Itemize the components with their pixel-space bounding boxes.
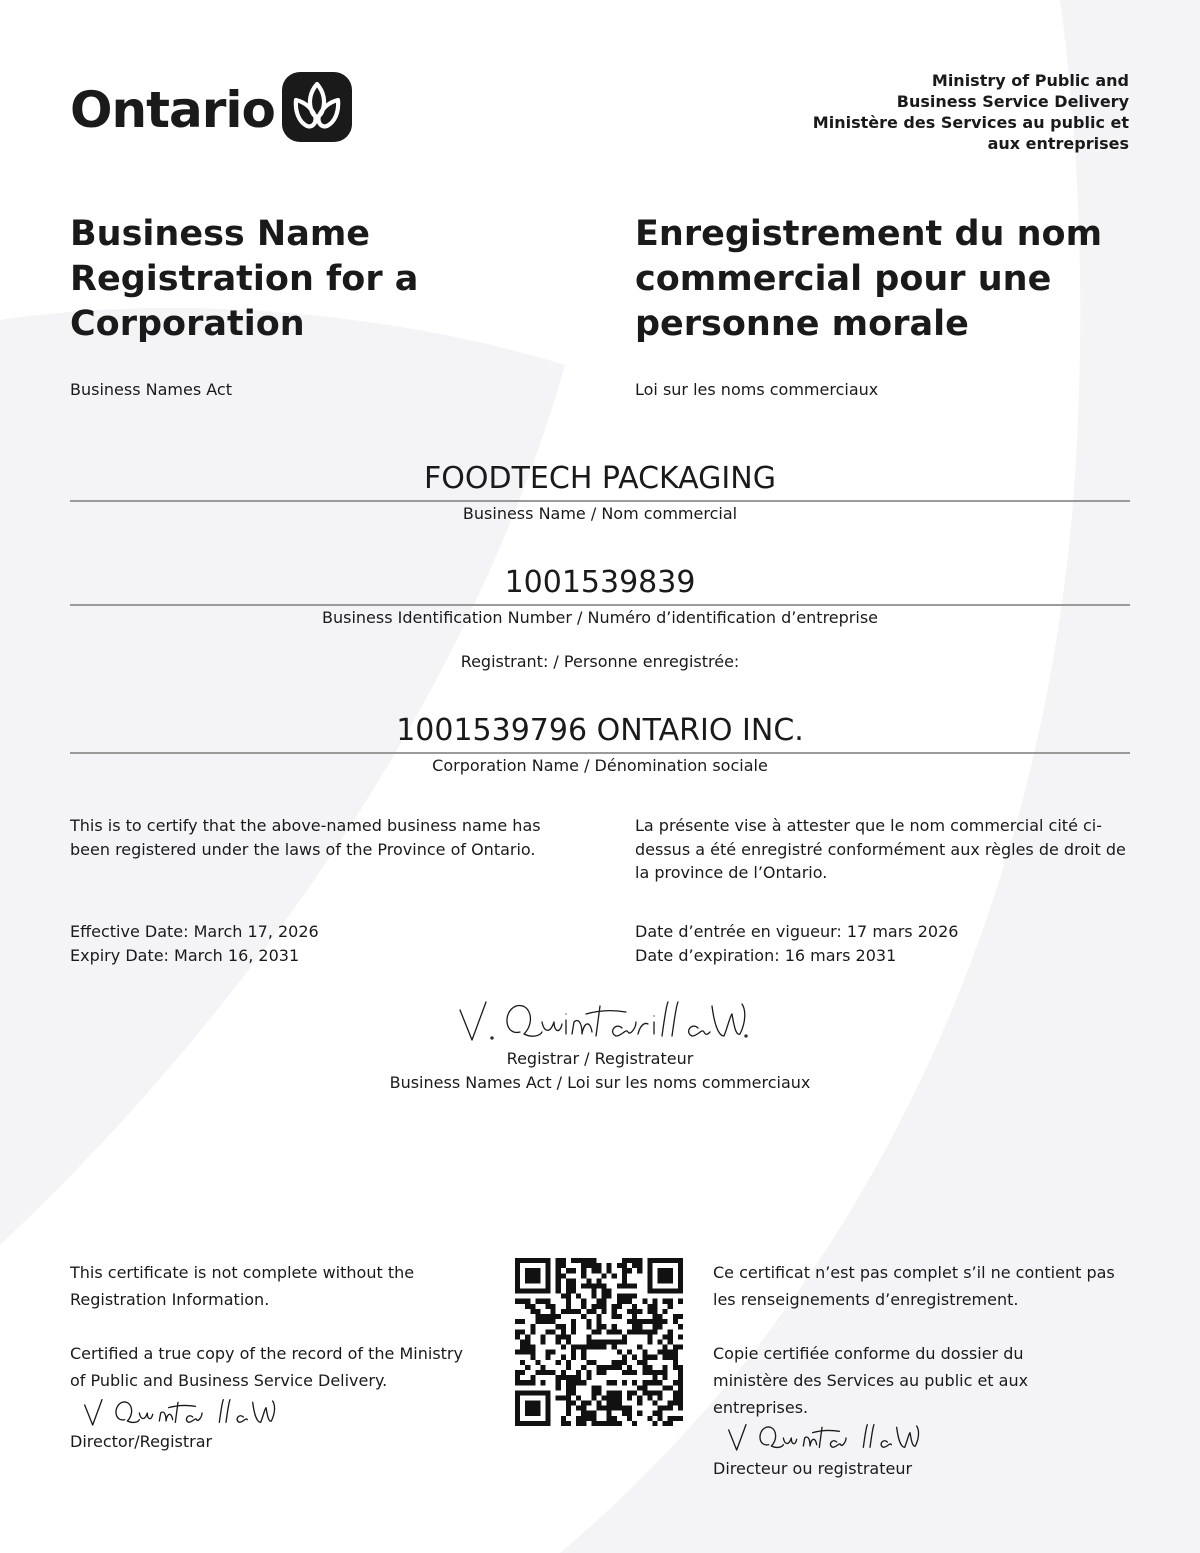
ministry-line: Business Service Delivery bbox=[896, 92, 1129, 111]
title-line: Enregistrement du nom bbox=[635, 214, 1103, 254]
director-role-french: Directeur ou registrateur bbox=[713, 1459, 913, 1478]
registrar-act: Business Names Act / Loi sur les noms commerciaux bbox=[389, 1073, 811, 1092]
corporation-name-label: Corporation Name / Dénomination sociale bbox=[432, 756, 768, 775]
title-english bbox=[70, 212, 590, 347]
corporation-name-rule bbox=[70, 752, 1130, 754]
business-name-value: FOODTECH PACKAGING bbox=[424, 461, 776, 496]
incomplete-notice-french: Ce certificat n’est pas complet s’il ne contient pas les renseignements d’enregistrement. bbox=[713, 1263, 1115, 1309]
ministry-name bbox=[769, 70, 1129, 154]
title-line: commercial pour une bbox=[635, 259, 1052, 299]
expiry-date-fr: Date d’expiration: 16 mars 2031 bbox=[635, 945, 897, 965]
registrar-signature bbox=[450, 992, 750, 1052]
trillium-logo-icon bbox=[282, 72, 352, 142]
bin-value: 1001539839 bbox=[504, 565, 696, 600]
qr-code-icon[interactable] bbox=[515, 1258, 683, 1426]
act-name-english: Business Names Act bbox=[70, 380, 232, 399]
ministry-line: Ministère des Services au public et bbox=[812, 113, 1129, 132]
director-signature-french bbox=[722, 1418, 922, 1458]
title-french bbox=[635, 212, 1135, 347]
ministry-line: Ministry of Public and bbox=[931, 71, 1129, 90]
title-line: personne morale bbox=[635, 304, 969, 344]
dates-english bbox=[70, 920, 560, 967]
registrant-label: Registrant: / Personne enregistrée: bbox=[460, 652, 740, 671]
title-line: Business Name bbox=[70, 214, 371, 254]
title-line: Corporation bbox=[70, 304, 305, 344]
dates-french bbox=[635, 920, 1130, 967]
director-signature bbox=[78, 1393, 278, 1433]
director-role-english: Director/Registrar bbox=[70, 1432, 213, 1451]
ontario-logo-text: Ontario bbox=[70, 81, 275, 139]
effective-date: Effective Date: March 17, 2026 bbox=[70, 922, 319, 941]
registrar-title: Registrar / Registrateur bbox=[506, 1049, 694, 1068]
title-line: Registration for a bbox=[70, 259, 419, 299]
incomplete-notice-english: This certificate is not complete without the Registration Information. bbox=[70, 1263, 415, 1309]
certify-text-english: This is to certify that the above-named business name has been registered under the laws of the Province of Ontario. bbox=[70, 816, 541, 859]
ministry-line: aux entreprises bbox=[987, 134, 1129, 153]
business-name-label: Business Name / Nom commercial bbox=[462, 504, 738, 523]
expiry-date: Expiry Date: March 16, 2031 bbox=[70, 945, 300, 965]
effective-date-fr: Date d’entrée en vigueur: 17 mars 2026 bbox=[635, 922, 959, 941]
certified-copy-french: Copie certifiée conforme du dossier du ministère des Services au public et aux entreprises. bbox=[713, 1344, 1029, 1417]
registrar-block bbox=[70, 1047, 1130, 1095]
business-name-rule bbox=[70, 500, 1130, 502]
certify-text-french: La présente vise à attester que le nom commercial cité ci-dessus a été enregistré conformément aux règles de droit de la province de l’Ontario. bbox=[635, 816, 1126, 882]
act-name-french: Loi sur les noms commerciaux bbox=[635, 380, 879, 399]
corporation-name-value: 1001539796 ONTARIO INC. bbox=[396, 713, 804, 748]
bin-label: Business Identification Number / Numéro d’identification d’entreprise bbox=[322, 608, 878, 627]
certified-copy-english: Certified a true copy of the record of the Ministry of Public and Business Service Delivery. bbox=[70, 1344, 463, 1390]
bin-rule bbox=[70, 604, 1130, 606]
